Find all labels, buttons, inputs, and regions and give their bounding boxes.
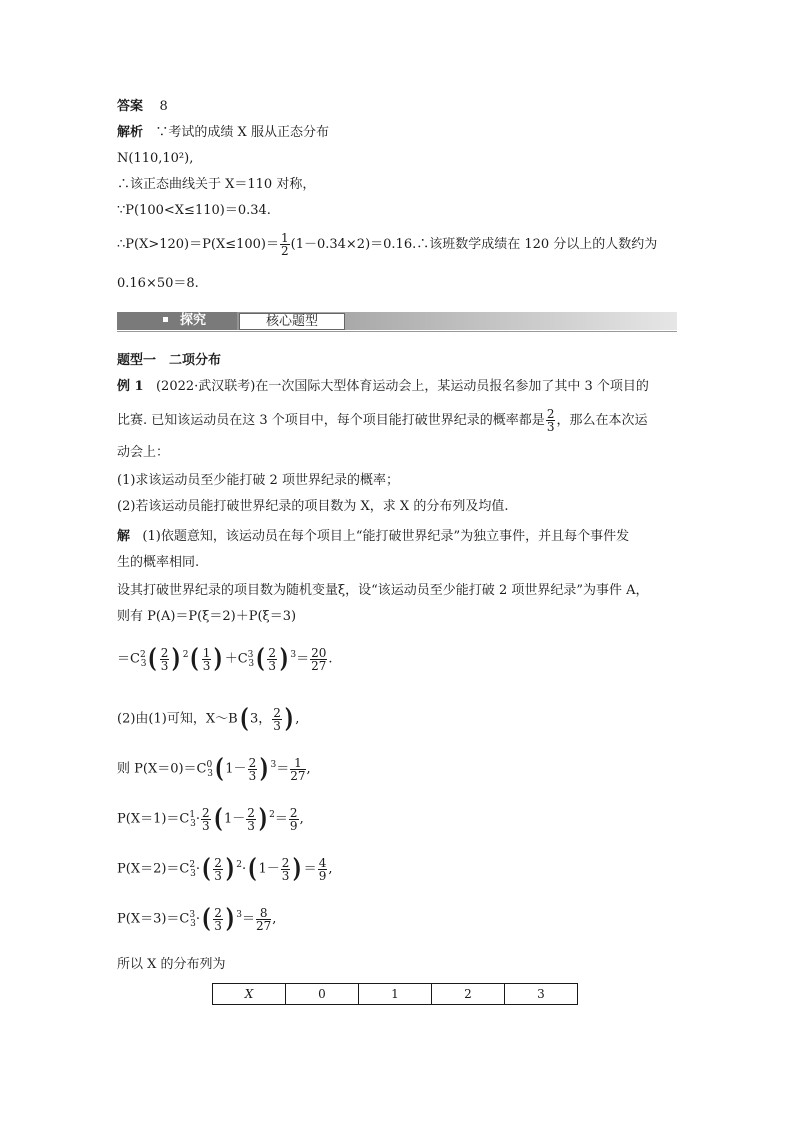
fraction-two-thirds: $\frac{2}{3}$ — [546, 407, 555, 434]
analysis-text-1: ∵考试的成绩 X 服从正态分布 — [155, 125, 329, 140]
answer-line — [117, 98, 168, 116]
table-cell: 2 — [432, 984, 505, 1005]
answer-label: 答案 — [117, 99, 144, 114]
analysis-line-4: ∵P(100<X≤110)＝0.34. — [117, 203, 271, 218]
banner-right-box: 核心题型 — [239, 313, 345, 330]
analysis-text-5a: ∴P(X>120)＝P(X≤100)＝ — [117, 237, 279, 252]
table-row — [213, 984, 578, 1005]
table-cell: 3 — [505, 984, 578, 1005]
solution-line-11: 所以 X 的分布列为 — [117, 957, 226, 972]
distribution-table — [212, 983, 578, 1005]
analysis-line-1 — [117, 124, 329, 142]
square-bullet-icon — [163, 317, 168, 322]
solution-line-2: 生的概率相同. — [117, 555, 200, 570]
example-question-2: (2)若该运动员能打破世界纪录的项目数为 X，求 X 的分布列及均值. — [117, 499, 509, 514]
section-banner — [117, 312, 677, 332]
analysis-line-3: ∴该正态曲线关于 X＝110 对称， — [117, 177, 316, 192]
example-text-1: (2022·武汉联考)在一次国际大型体育运动会上，某运动员报名参加了其中 3 个项目的 — [155, 379, 649, 394]
solution-line-1: 解 (1)依题意知，该运动员在每个项目上“能打破世界纪录”为独立事件，并且每个事件发 — [117, 529, 630, 544]
solution-line-8: $P(X=1)=C^1_3\cdot$ $\frac{2}{3}$ ( 1－ $\frac{2}{3}$ ) $^2$＝ $\frac{2}{9}$ , — [117, 804, 304, 834]
analysis-line-2: N(110,10²), — [117, 151, 194, 166]
section-title: 题型一 二项分布 — [117, 353, 222, 368]
example-line-2: 比赛. 已知该运动员在这 3 个项目中，每个项目能打破世界纪录的概率都是 $\frac{2}{3}$ ，那么在本次运 — [117, 407, 648, 434]
banner-left-text: 探究 — [180, 313, 207, 328]
solution-line-5: $=C^2_3$( $\frac{2}{3}$ ) $^2$( $\frac{1}{3}$ ) $+C^3_3$( $\frac{2}{3}$ ) $^3$＝ $\frac{20}{27}$ . — [117, 644, 333, 674]
banner-left-box — [117, 312, 237, 330]
fraction-half: $\frac{1}{2}$ — [280, 231, 289, 258]
solution-line-10: $P(X=3)=C^3_3\cdot$( $\frac{2}{3}$ ) $^3$＝ $\frac{8}{27}$ , — [117, 904, 277, 934]
solution-label: 解 — [117, 529, 131, 544]
analysis-line-6: 0.16×50＝8. — [117, 276, 199, 291]
solution-line-9: $P(X=2)=C^2_3\cdot$( $\frac{2}{3}$ ) $^2$·( 1－ $\frac{2}{3}$ ) ＝ $\frac{4}{9}$ , — [117, 854, 333, 884]
table-cell: 1 — [359, 984, 432, 1005]
example-label: 例 1 — [117, 379, 144, 394]
example-line-1 — [117, 378, 649, 396]
solution-line-6: (2)由(1)可知，X～B( 3， $\frac{2}{3}$ ) , — [117, 704, 300, 734]
solution-line-4: 则有 P(A)＝P(ξ＝2)＋P(ξ＝3) — [117, 609, 297, 624]
answer-value: 8 — [159, 99, 168, 114]
analysis-line-5 — [117, 232, 657, 257]
solution-line-3: 设其打破世界纪录的项目数为随机变量ξ，设“该运动员至少能打破 2 项世界纪录”为事件 A， — [117, 583, 649, 598]
analysis-label: 解析 — [117, 125, 144, 140]
banner-underline — [117, 331, 677, 332]
table-cell: X — [213, 984, 286, 1005]
solution-line-7: 则 $P(X=0)=C^0_3$( 1－ $\frac{2}{3}$ ) $^3$＝ $\frac{1}{27}$ , — [117, 754, 311, 784]
example-line-3: 动会上： — [117, 445, 170, 460]
analysis-text-5b: (1－0.34×2)＝0.16.∴该班数学成绩在 120 分以上的人数约为 — [290, 237, 658, 252]
table-cell: 0 — [286, 984, 359, 1005]
example-question-1: (1)求该运动员至少能打破 2 项世界纪录的概率； — [117, 473, 399, 488]
